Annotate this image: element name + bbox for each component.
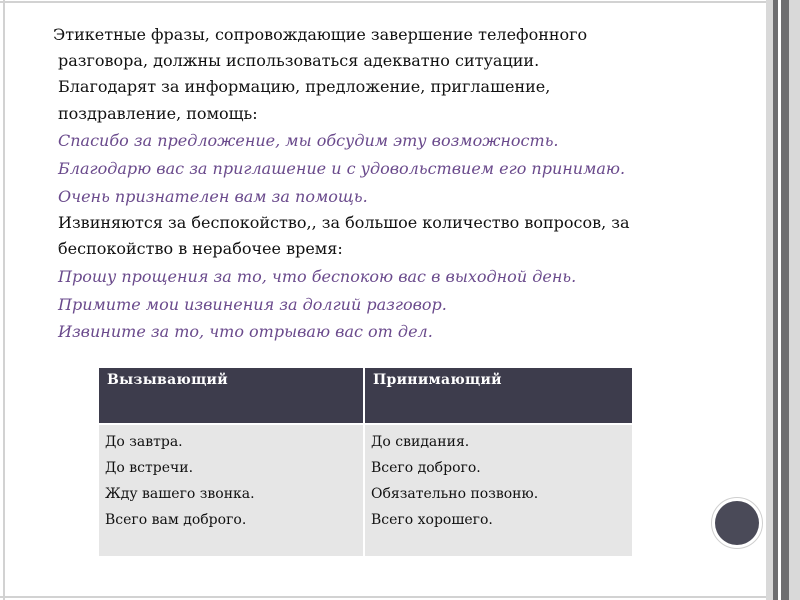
caller-phrases-cell <box>99 424 364 556</box>
table-header-row <box>99 368 632 424</box>
farewell-phrases-table <box>99 368 632 556</box>
table-row <box>99 424 632 556</box>
caller-phrase: До встречи. <box>105 460 194 476</box>
header-caller: Вызывающий <box>99 368 364 424</box>
thanks-example: Очень признателен вам за помощь. <box>58 186 368 206</box>
paragraph-line: Благодарят за информацию, предложение, приглашение, <box>58 77 551 97</box>
apology-intro-line: беспокойство в нерабочее время: <box>58 239 343 259</box>
slide-text-block <box>53 22 738 345</box>
paragraph-line: разговора, должны использоваться адекватно ситуации. <box>58 51 540 71</box>
slide-frame-bottom <box>0 596 800 598</box>
receiver-phrase: Всего доброго. <box>371 460 481 476</box>
receiver-phrases-cell <box>364 424 632 556</box>
apology-intro-line: Извиняются за беспокойство,, за большое количество вопросов, за <box>58 212 630 232</box>
apology-example: Примите мои извинения за долгий разговор. <box>58 294 447 314</box>
receiver-phrase: До свидания. <box>371 434 470 450</box>
caller-phrase: Жду вашего звонка. <box>105 486 255 502</box>
paragraph-line: поздравление, помощь: <box>58 103 258 123</box>
slide-frame-left <box>3 0 5 600</box>
caller-phrase: Всего вам доброго. <box>105 512 247 528</box>
apology-example: Извините за то, что отрываю вас от дел. <box>58 322 433 342</box>
apology-example: Прошу прощения за то, что беспокою вас в выходной день. <box>58 266 577 286</box>
thanks-example: Благодарю вас за приглашение и с удовольствием его принимаю. <box>58 159 626 179</box>
paragraph-line: Этикетные фразы, сопровождающие завершение телефонного <box>53 25 588 44</box>
receiver-phrase: Обязательно позвоню. <box>371 486 539 502</box>
header-receiver: Принимающий <box>364 368 632 424</box>
thanks-example: Спасибо за предложение, мы обсудим эту возможность. <box>58 131 559 151</box>
receiver-phrase: Всего хорошего. <box>371 512 493 528</box>
caller-phrase: До завтра. <box>105 434 183 450</box>
decorative-circle-icon <box>715 501 759 545</box>
slide-frame-top <box>0 1 800 3</box>
decorative-side-stripe-highlight <box>778 0 781 600</box>
decorative-side-stripe <box>773 0 789 600</box>
